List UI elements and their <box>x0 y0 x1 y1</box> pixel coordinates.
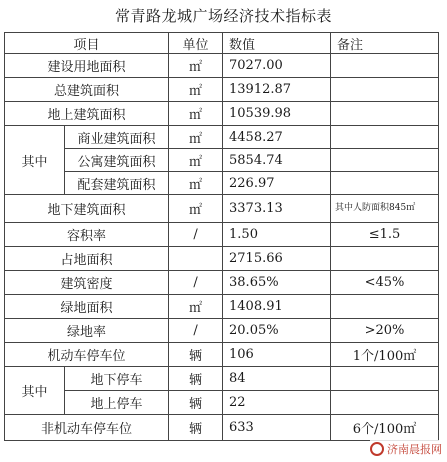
row-unit: / <box>169 271 223 295</box>
table-title: 常青路龙城广场经济技术指标表 <box>114 7 332 25</box>
table-row <box>5 102 439 126</box>
row-unit: 辆 <box>169 367 223 391</box>
row-note <box>331 126 439 149</box>
row-value: 5854.74 <box>223 149 331 172</box>
row-value: 226.97 <box>223 172 331 195</box>
row-label: 建设用地面积 <box>5 54 169 78</box>
row-value: 1408.91 <box>223 295 331 319</box>
row-value: 2715.66 <box>223 247 331 271</box>
row-note: 1个/100㎡ <box>331 343 439 367</box>
row-label: 地上停车 <box>65 391 169 415</box>
row-value: 106 <box>223 343 331 367</box>
row-label: 机动车停车位 <box>5 343 169 367</box>
row-label: 建筑密度 <box>5 271 169 295</box>
header-value: 数值 <box>223 33 331 54</box>
table-row <box>5 54 439 78</box>
table-row <box>5 149 439 172</box>
group-label: 其中 <box>5 126 65 195</box>
table-row <box>5 271 439 295</box>
table-row <box>5 319 439 343</box>
table-row <box>5 415 439 441</box>
row-unit: ㎡ <box>169 102 223 126</box>
row-label: 地下建筑面积 <box>5 195 169 223</box>
row-unit: / <box>169 319 223 343</box>
row-note: 其中人防面积845㎡ <box>331 195 439 223</box>
table-row <box>5 391 439 415</box>
row-note: <45% <box>331 271 439 295</box>
row-unit: ㎡ <box>169 295 223 319</box>
row-note <box>331 295 439 319</box>
row-label: 容积率 <box>5 223 169 247</box>
row-unit: 辆 <box>169 391 223 415</box>
row-value: 1.50 <box>223 223 331 247</box>
parking-group-label: 其中 <box>5 367 65 415</box>
row-note: ≤1.5 <box>331 223 439 247</box>
table-header-row <box>5 33 439 54</box>
row-note <box>331 172 439 195</box>
row-note <box>331 149 439 172</box>
table-row <box>5 126 439 149</box>
row-unit: ㎡ <box>169 149 223 172</box>
row-unit: ㎡ <box>169 172 223 195</box>
row-note <box>331 367 439 391</box>
header-unit: 单位 <box>169 33 223 54</box>
row-note <box>331 247 439 271</box>
row-label: 公寓建筑面积 <box>65 149 169 172</box>
table-row <box>5 343 439 367</box>
row-note: 6个/100㎡ <box>331 415 439 441</box>
row-unit: 辆 <box>169 415 223 441</box>
row-value: 4458.27 <box>223 126 331 149</box>
row-unit: ㎡ <box>169 78 223 102</box>
row-value: 84 <box>223 367 331 391</box>
row-label: 绿地率 <box>5 319 169 343</box>
row-unit: ㎡ <box>169 195 223 223</box>
row-label: 非机动车停车位 <box>5 415 169 441</box>
row-value: 20.05% <box>223 319 331 343</box>
row-note <box>331 102 439 126</box>
indicator-table <box>4 32 439 441</box>
table-row <box>5 172 439 195</box>
row-note: >20% <box>331 319 439 343</box>
row-note <box>331 54 439 78</box>
row-note <box>331 391 439 415</box>
row-value: 7027.00 <box>223 54 331 78</box>
watermark-logo-icon <box>370 442 384 456</box>
table-row <box>5 195 439 223</box>
row-label: 总建筑面积 <box>5 78 169 102</box>
row-value: 633 <box>223 415 331 441</box>
header-item: 项目 <box>5 33 169 54</box>
row-unit: 辆 <box>169 343 223 367</box>
row-label: 地下停车 <box>65 367 169 391</box>
table-row <box>5 78 439 102</box>
row-unit: ㎡ <box>169 126 223 149</box>
row-label: 占地面积 <box>5 247 169 271</box>
watermark-text: 济南晨报网 <box>387 443 442 456</box>
row-label: 商业建筑面积 <box>65 126 169 149</box>
table-row <box>5 223 439 247</box>
row-value: 13912.87 <box>223 78 331 102</box>
table-row <box>5 367 439 391</box>
row-unit: ㎡ <box>169 54 223 78</box>
row-value: 10539.98 <box>223 102 331 126</box>
row-value: 22 <box>223 391 331 415</box>
row-value: 38.65% <box>223 271 331 295</box>
row-note <box>331 78 439 102</box>
row-label: 地上建筑面积 <box>5 102 169 126</box>
header-note: 备注 <box>331 33 439 54</box>
watermark <box>370 440 444 458</box>
row-label: 绿地面积 <box>5 295 169 319</box>
table-row <box>5 247 439 271</box>
table-row <box>5 295 439 319</box>
row-unit: / <box>169 223 223 247</box>
row-value: 3373.13 <box>223 195 331 223</box>
row-label: 配套建筑面积 <box>65 172 169 195</box>
row-unit <box>169 247 223 271</box>
